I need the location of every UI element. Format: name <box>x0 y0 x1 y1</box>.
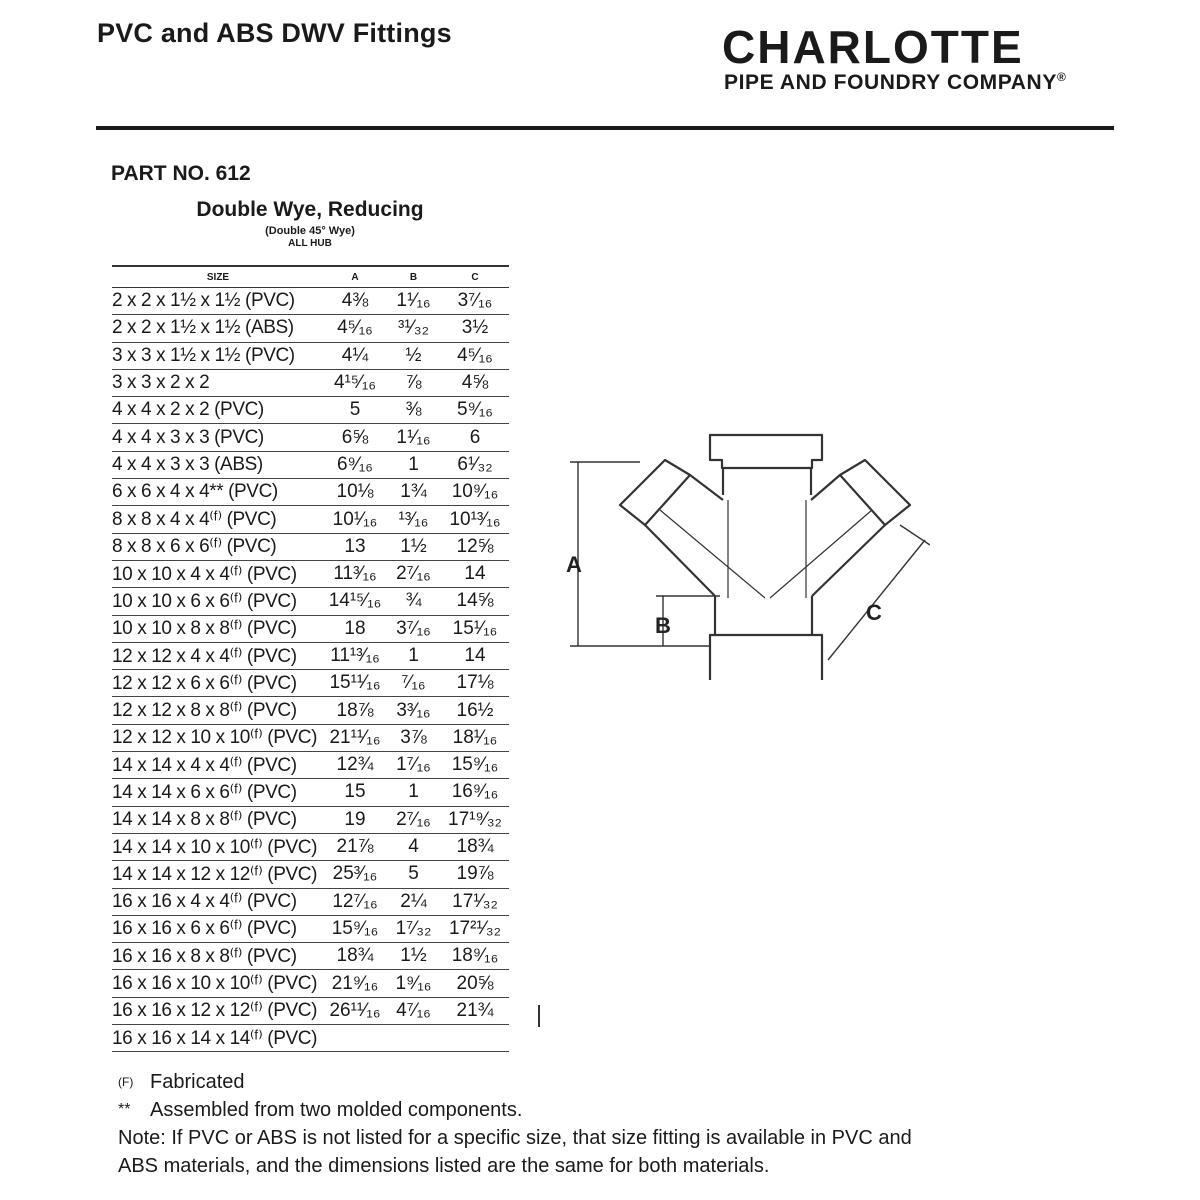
dim-c-cell: 16½ <box>441 697 509 724</box>
size-cell: 3 x 3 x 2 x 2 <box>112 369 324 396</box>
dim-b-cell: 1½ <box>386 533 441 560</box>
dim-c-cell: 17¹⁹⁄₃₂ <box>441 806 509 833</box>
dim-a-cell: 4⅜ <box>324 288 386 315</box>
table-row <box>112 943 509 970</box>
dim-b-cell: ½ <box>386 342 441 369</box>
size-cell: 12 x 12 x 10 x 10⁽ᶠ⁾ (PVC) <box>112 724 324 751</box>
dimension-label-b: B <box>655 613 671 638</box>
dim-a-cell: 5 <box>324 397 386 424</box>
dim-b-cell: 1 <box>386 451 441 478</box>
dim-c-cell: 10⁹⁄₁₆ <box>441 479 509 506</box>
dim-b-cell: 1¾ <box>386 479 441 506</box>
table-row <box>112 888 509 915</box>
dim-b-cell: 1½ <box>386 943 441 970</box>
bottom-hub <box>710 635 822 680</box>
dim-b-cell: 2⁷⁄₁₆ <box>386 806 441 833</box>
dim-b-cell: 1⁷⁄₁₆ <box>386 752 441 779</box>
dim-b-cell: 1 <box>386 642 441 669</box>
registered-mark: ® <box>1056 70 1067 84</box>
table-row <box>112 424 509 451</box>
dim-b-cell: 5 <box>386 861 441 888</box>
dim-b-cell: ¹³⁄₁₆ <box>386 506 441 533</box>
table-row <box>112 806 509 833</box>
dim-b-cell: ⅜ <box>386 397 441 424</box>
right-branch-hub <box>840 460 910 525</box>
footnotes <box>118 1068 912 1180</box>
dim-a-cell: 13 <box>324 533 386 560</box>
table-row <box>112 451 509 478</box>
dim-b-cell: ⁷⁄₁₆ <box>386 670 441 697</box>
size-cell: 16 x 16 x 14 x 14⁽ᶠ⁾ (PVC) <box>112 1025 324 1052</box>
table-row <box>112 861 509 888</box>
dim-a-cell: 12¾ <box>324 752 386 779</box>
size-cell: 16 x 16 x 8 x 8⁽ᶠ⁾ (PVC) <box>112 943 324 970</box>
column-header-b: B <box>386 266 441 288</box>
dim-a-cell: 10¹⁄₁₆ <box>324 506 386 533</box>
note-line-2: ABS materials, and the dimensions listed are the same for both materials. <box>118 1155 770 1177</box>
size-cell: 14 x 14 x 4 x 4⁽ᶠ⁾ (PVC) <box>112 752 324 779</box>
dim-a-cell: 15¹¹⁄₁₆ <box>324 670 386 697</box>
dim-c-cell: 14 <box>441 642 509 669</box>
dim-b-cell: 1¹⁄₁₆ <box>386 424 441 451</box>
dim-a-cell: 15 <box>324 779 386 806</box>
dim-a-cell: 6⅝ <box>324 424 386 451</box>
bottom-body <box>715 596 812 635</box>
size-cell: 4 x 4 x 3 x 3 (ABS) <box>112 451 324 478</box>
table-row <box>112 642 509 669</box>
brand-logo-text: CHARLOTTE <box>722 21 1024 73</box>
size-cell: 4 x 4 x 3 x 3 (PVC) <box>112 424 324 451</box>
dim-a-cell: 18¾ <box>324 943 386 970</box>
dim-a-cell: 21⁹⁄₁₆ <box>324 970 386 997</box>
left-branch-hub <box>620 460 690 525</box>
dim-a-cell: 4¼ <box>324 342 386 369</box>
footnote-fabricated <box>118 1068 912 1096</box>
dim-b-cell: ³¹⁄₃₂ <box>386 315 441 342</box>
column-header-size: SIZE <box>112 266 324 288</box>
column-header-a: A <box>324 266 386 288</box>
part-caption <box>110 196 510 250</box>
top-hub <box>710 435 822 468</box>
size-cell: 10 x 10 x 6 x 6⁽ᶠ⁾ (PVC) <box>112 588 324 615</box>
dim-c-cell: 16⁹⁄₁₆ <box>441 779 509 806</box>
table-row <box>112 288 509 315</box>
top-branch <box>723 468 811 495</box>
dim-c-cell: 14⅝ <box>441 588 509 615</box>
dim-b-cell: ¾ <box>386 588 441 615</box>
dim-c-cell: 21¾ <box>441 997 509 1024</box>
table-row <box>112 970 509 997</box>
size-cell: 14 x 14 x 12 x 12⁽ᶠ⁾ (PVC) <box>112 861 324 888</box>
part-number: PART NO. 612 <box>111 162 251 185</box>
dim-c-cell: 3½ <box>441 315 509 342</box>
dim-b-cell: 3⅞ <box>386 724 441 751</box>
footnote-text-fabricated: Fabricated <box>150 1071 245 1093</box>
footnote-assembled <box>118 1096 912 1124</box>
part-title: Double Wye, Reducing <box>196 198 424 221</box>
dim-c-cell: 3⁷⁄₁₆ <box>441 288 509 315</box>
table-row <box>112 315 509 342</box>
dim-b-cell: 2¼ <box>386 888 441 915</box>
dim-b-cell: 2⁷⁄₁₆ <box>386 560 441 587</box>
brand-subtitle-text: PIPE AND FOUNDRY COMPANY <box>724 71 1057 94</box>
left-branch-body <box>645 475 723 596</box>
table-row <box>112 479 509 506</box>
size-cell: 16 x 16 x 12 x 12⁽ᶠ⁾ (PVC) <box>112 997 324 1024</box>
dim-b-cell: 1 <box>386 779 441 806</box>
size-cell: 12 x 12 x 6 x 6⁽ᶠ⁾ (PVC) <box>112 670 324 697</box>
table-row <box>112 997 509 1024</box>
dim-a-cell: 21⅞ <box>324 833 386 860</box>
table-row <box>112 915 509 942</box>
dim-c-cell: 15¹⁄₁₆ <box>441 615 509 642</box>
size-cell: 3 x 3 x 1½ x 1½ (PVC) <box>112 342 324 369</box>
dim-b-cell: ⅞ <box>386 369 441 396</box>
table-row <box>112 752 509 779</box>
inner-lines <box>660 500 872 598</box>
table-row <box>112 833 509 860</box>
double-wye-diagram <box>560 420 930 680</box>
table-row <box>112 533 509 560</box>
table-body <box>112 288 509 1052</box>
dim-c-cell: 17¹⁄₃₂ <box>441 888 509 915</box>
table-row <box>112 342 509 369</box>
text-cursor <box>538 1005 540 1027</box>
brand-subtitle <box>724 70 1066 95</box>
size-cell: 8 x 8 x 4 x 4⁽ᶠ⁾ (PVC) <box>112 506 324 533</box>
size-cell: 16 x 16 x 4 x 4⁽ᶠ⁾ (PVC) <box>112 888 324 915</box>
size-cell: 16 x 16 x 10 x 10⁽ᶠ⁾ (PVC) <box>112 970 324 997</box>
dim-a-cell: 25³⁄₁₆ <box>324 861 386 888</box>
dim-c-cell: 6¹⁄₃₂ <box>441 451 509 478</box>
dim-c-cell: 10¹³⁄₁₆ <box>441 506 509 533</box>
dim-a-cell: 6⁹⁄₁₆ <box>324 451 386 478</box>
document-title: PVC and ABS DWV Fittings <box>97 18 452 48</box>
dim-a-cell: 4⁵⁄₁₆ <box>324 315 386 342</box>
dim-b-cell: 1⁹⁄₁₆ <box>386 970 441 997</box>
size-cell: 10 x 10 x 4 x 4⁽ᶠ⁾ (PVC) <box>112 560 324 587</box>
table-row <box>112 670 509 697</box>
dim-b-cell: 1⁷⁄₃₂ <box>386 915 441 942</box>
footnote-mark-assembled: ** <box>118 1101 131 1118</box>
dim-a-cell: 10⅛ <box>324 479 386 506</box>
dim-c-cell: 4⅝ <box>441 369 509 396</box>
table-row <box>112 588 509 615</box>
size-cell: 10 x 10 x 8 x 8⁽ᶠ⁾ (PVC) <box>112 615 324 642</box>
dim-c-cell: 14 <box>441 560 509 587</box>
dim-c-cell: 18¾ <box>441 833 509 860</box>
dim-a-cell: 18 <box>324 615 386 642</box>
size-cell: 4 x 4 x 2 x 2 (PVC) <box>112 397 324 424</box>
table-header-row <box>112 266 509 288</box>
table-row <box>112 369 509 396</box>
table-row <box>112 724 509 751</box>
dimension-label-a: A <box>566 552 582 577</box>
dim-a-cell <box>324 1025 386 1052</box>
dim-c-cell: 4⁵⁄₁₆ <box>441 342 509 369</box>
size-cell: 6 x 6 x 4 x 4** (PVC) <box>112 479 324 506</box>
dim-c-cell: 20⅝ <box>441 970 509 997</box>
dim-a-cell: 26¹¹⁄₁₆ <box>324 997 386 1024</box>
dim-c-cell: 5⁹⁄₁₆ <box>441 397 509 424</box>
header-rule <box>96 126 1114 130</box>
size-cell: 12 x 12 x 4 x 4⁽ᶠ⁾ (PVC) <box>112 642 324 669</box>
dim-c-cell: 17⅛ <box>441 670 509 697</box>
table-row <box>112 506 509 533</box>
dimension-label-c: C <box>866 600 882 625</box>
dim-c-cell: 17²¹⁄₃₂ <box>441 915 509 942</box>
footnote-mark-fabricated: (F) <box>118 1075 134 1089</box>
size-cell: 2 x 2 x 1½ x 1½ (PVC) <box>112 288 324 315</box>
dim-b-cell: 3³⁄₁₆ <box>386 697 441 724</box>
dim-a-cell: 15⁹⁄₁₆ <box>324 915 386 942</box>
size-cell: 14 x 14 x 10 x 10⁽ᶠ⁾ (PVC) <box>112 833 324 860</box>
dim-a-cell: 11³⁄₁₆ <box>324 560 386 587</box>
table-row <box>112 697 509 724</box>
size-cell: 8 x 8 x 6 x 6⁽ᶠ⁾ (PVC) <box>112 533 324 560</box>
dim-a-cell: 14¹⁵⁄₁₆ <box>324 588 386 615</box>
table-row <box>112 397 509 424</box>
dimensions-table <box>112 265 509 1052</box>
size-cell: 2 x 2 x 1½ x 1½ (ABS) <box>112 315 324 342</box>
size-cell: 14 x 14 x 6 x 6⁽ᶠ⁾ (PVC) <box>112 779 324 806</box>
size-cell: 16 x 16 x 6 x 6⁽ᶠ⁾ (PVC) <box>112 915 324 942</box>
part-hub-type: ALL HUB <box>288 238 332 249</box>
dim-b-cell: 3⁷⁄₁₆ <box>386 615 441 642</box>
table-row <box>112 560 509 587</box>
column-header-c: C <box>441 266 509 288</box>
dim-c-cell: 12⅝ <box>441 533 509 560</box>
dim-c-cell: 18⁹⁄₁₆ <box>441 943 509 970</box>
dim-a-cell: 21¹¹⁄₁₆ <box>324 724 386 751</box>
dim-b-cell <box>386 1025 441 1052</box>
dim-b-cell: 4 <box>386 833 441 860</box>
table-row <box>112 615 509 642</box>
dim-c-cell: 18¹⁄₁₆ <box>441 724 509 751</box>
note-line-1: Note: If PVC or ABS is not listed for a specific size, that size fitting is available in PVC and <box>118 1127 912 1149</box>
dim-a-cell: 18⅞ <box>324 697 386 724</box>
size-cell: 14 x 14 x 8 x 8⁽ᶠ⁾ (PVC) <box>112 806 324 833</box>
dim-c-cell: 19⅞ <box>441 861 509 888</box>
dim-a-cell: 4¹⁵⁄₁₆ <box>324 369 386 396</box>
right-branch-body <box>811 475 885 596</box>
dim-c-cell: 6 <box>441 424 509 451</box>
dim-a-cell: 12⁷⁄₁₆ <box>324 888 386 915</box>
dim-b-cell: 1¹⁄₁₆ <box>386 288 441 315</box>
dim-b-cell: 4⁷⁄₁₆ <box>386 997 441 1024</box>
dim-c-cell: 15⁹⁄₁₆ <box>441 752 509 779</box>
size-cell: 12 x 12 x 8 x 8⁽ᶠ⁾ (PVC) <box>112 697 324 724</box>
table-row <box>112 1025 509 1052</box>
footnote-text-assembled: Assembled from two molded components. <box>150 1099 523 1121</box>
dim-a-cell: 11¹³⁄₁₆ <box>324 642 386 669</box>
part-subtitle: (Double 45° Wye) <box>265 225 355 237</box>
dim-a-cell: 19 <box>324 806 386 833</box>
dim-c-cell <box>441 1025 509 1052</box>
table-row <box>112 779 509 806</box>
